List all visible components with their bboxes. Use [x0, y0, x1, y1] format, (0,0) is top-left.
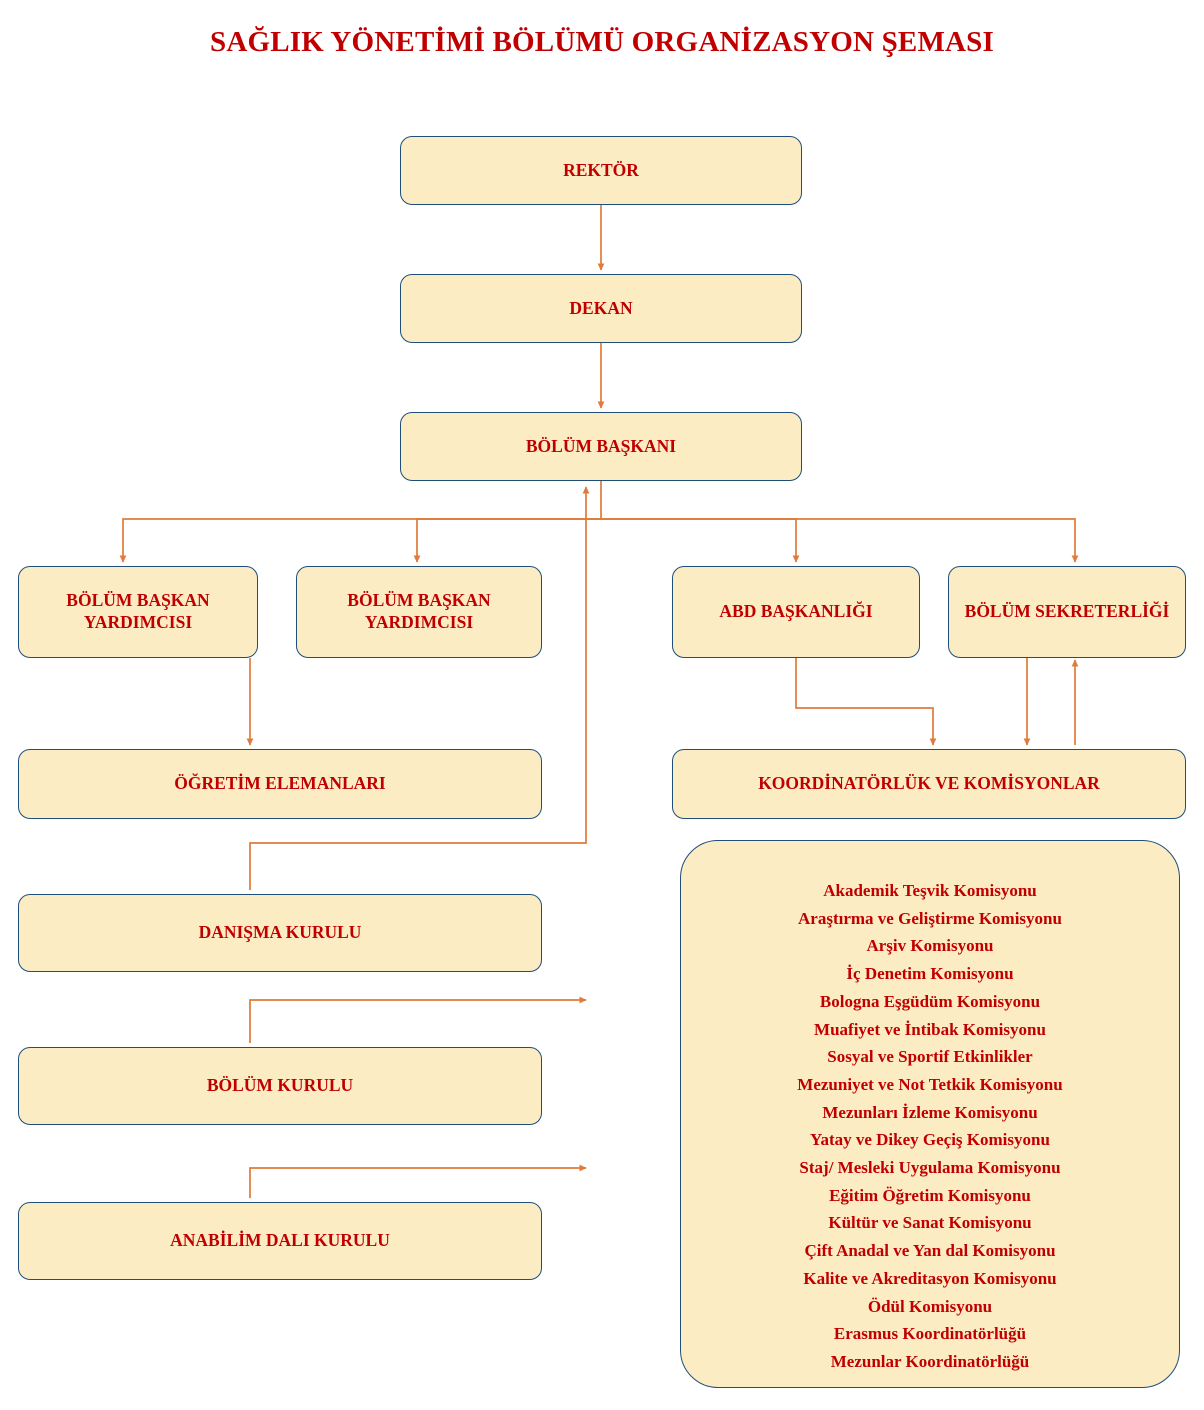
node-label: BÖLÜM BAŞKAN YARDIMCISI	[347, 590, 491, 632]
commission-item: İç Denetim Komisyonu	[846, 964, 1014, 984]
node-label: DEKAN	[569, 297, 633, 318]
commission-item: Staj/ Mesleki Uygulama Komisyonu	[799, 1158, 1061, 1178]
node-bolum-baskani[interactable]	[400, 412, 802, 481]
commission-item: Arşiv Komisyonu	[866, 936, 994, 956]
node-dekan[interactable]	[400, 274, 802, 343]
node-label: BÖLÜM KURULU	[206, 1075, 354, 1096]
node-koordinatorluk-ve-komisyonlar[interactable]	[672, 749, 1186, 819]
commission-item: Mezunlar Koordinatörlüğü	[830, 1351, 1030, 1371]
node-label: BÖLÜM BAŞKANI	[525, 435, 677, 456]
commission-item: Ödül Komisyonu	[867, 1296, 993, 1316]
node-danisma-kurulu[interactable]	[18, 894, 542, 972]
commissions-panel	[680, 840, 1180, 1388]
commission-item: Eğitim Öğretim Komisyonu	[829, 1185, 1031, 1205]
page-title: SAĞLIK YÖNETİMİ BÖLÜMÜ ORGANİZASYON ŞEMASI	[210, 26, 994, 58]
commission-item: Erasmus Koordinatörlüğü	[833, 1324, 1027, 1344]
commission-item: Mezuniyet ve Not Tetkik Komisyonu	[797, 1074, 1063, 1094]
commission-item: Yatay ve Dikey Geçiş Komisyonu	[810, 1130, 1050, 1150]
commission-item: Bologna Eşgüdüm Komisyonu	[819, 991, 1041, 1011]
node-rektor[interactable]	[400, 136, 802, 205]
node-label: REKTÖR	[563, 159, 639, 180]
node-anabilim-dali-kurulu[interactable]	[18, 1202, 542, 1280]
node-bolum-kurulu[interactable]	[18, 1047, 542, 1125]
node-label: DANIŞMA KURULU	[198, 922, 362, 943]
commission-item: Araştırma ve Geliştirme Komisyonu	[798, 908, 1062, 928]
node-label: BÖLÜM SEKRETERLİĞİ	[964, 601, 1170, 622]
commission-item: Kültür ve Sanat Komisyonu	[828, 1213, 1032, 1233]
node-label: BÖLÜM BAŞKAN YARDIMCISI	[66, 590, 210, 632]
commission-item: Kalite ve Akreditasyon Komisyonu	[803, 1268, 1057, 1288]
commission-item: Çift Anadal ve Yan dal Komisyonu	[804, 1241, 1056, 1261]
node-label: KOORDİNATÖRLÜK VE KOMİSYONLAR	[758, 773, 1100, 794]
node-label: ABD BAŞKANLIĞI	[719, 601, 873, 622]
node-bolum-baskan-yardimcisi-2[interactable]	[296, 566, 542, 658]
commission-item: Mezunları İzleme Komisyonu	[822, 1102, 1038, 1122]
commission-item: Muafiyet ve İntibak Komisyonu	[814, 1019, 1046, 1039]
node-abd-baskanligi[interactable]	[672, 566, 920, 658]
node-bolum-baskan-yardimcisi-1[interactable]	[18, 566, 258, 658]
commission-item: Sosyal ve Sportif Etkinlikler	[827, 1047, 1033, 1067]
node-label: ÖĞRETİM ELEMANLARI	[174, 773, 386, 794]
node-ogretim-elemanlari[interactable]	[18, 749, 542, 819]
commission-item: Akademik Teşvik Komisyonu	[823, 881, 1037, 900]
node-bolum-sekreterligi[interactable]	[948, 566, 1186, 658]
node-label: ANABİLİM DALI KURULU	[170, 1230, 390, 1251]
